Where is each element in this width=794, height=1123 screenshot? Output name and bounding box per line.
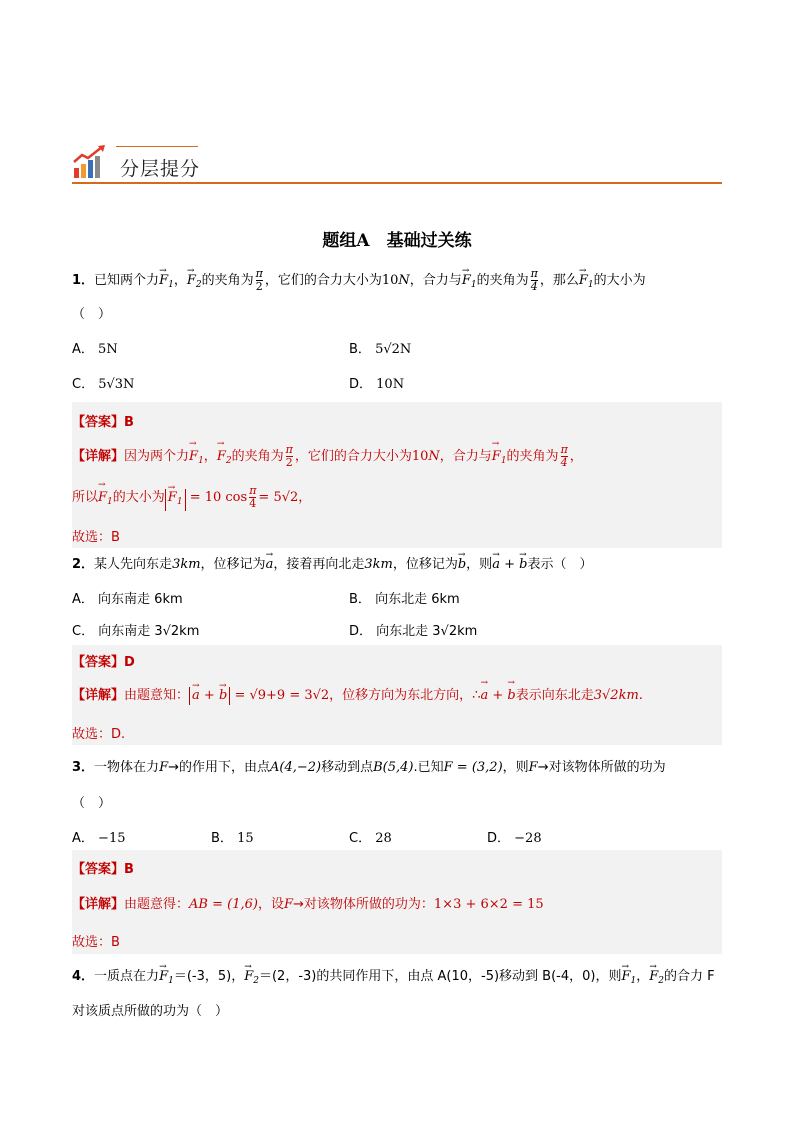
text: 已知两个力 — [94, 273, 160, 288]
unit: N — [398, 273, 410, 288]
option-text: 5√2N — [375, 342, 412, 357]
question-number: 2． — [72, 557, 95, 572]
vector-f2: → $F_2$ — [187, 271, 202, 295]
vector-f1: → $F_1$ — [159, 967, 174, 991]
answer-label: 【答案】 — [72, 655, 125, 670]
text: ， — [203, 449, 217, 464]
fraction-pi-2: $\frac{\pi}{2}$ — [285, 443, 293, 469]
option-d[interactable] — [349, 373, 404, 392]
chart-logo-icon — [72, 144, 108, 180]
vector-f1: → $F_1$ — [462, 271, 477, 295]
force-symbol: F — [159, 760, 169, 775]
detail-line-2: 【详解】由题意知：→ a + → b = √9+9 = 3√2，位移方向为东北方向，∴→ a + → b表示向东北走3√2km. — [72, 684, 643, 705]
answer-value: B — [124, 415, 134, 430]
answer-line-1 — [72, 411, 134, 430]
vector-ab: AB = (1,6) — [189, 897, 258, 912]
answer-label: 【答案】 — [72, 415, 125, 430]
force-symbol: F — [283, 897, 293, 912]
text: ， — [569, 449, 583, 464]
option-key: A． — [72, 592, 94, 607]
choose-line-3: 故选：B — [72, 935, 120, 950]
question-4-text-2: 对该质点所做的功为（ ） — [72, 1004, 229, 1019]
choose-line-2: 故选：D. — [72, 727, 126, 742]
text: 由题意得： — [124, 897, 190, 912]
text: 的夹角为 — [506, 449, 559, 464]
text: ，位移方向为东北方向， — [329, 688, 473, 703]
text: 表示（ ） — [527, 557, 593, 572]
text: ，合力与 — [439, 449, 492, 464]
detail-line-3 — [72, 893, 544, 912]
detail-line-1a — [72, 444, 583, 469]
text: = √9+9 = 3√2 — [234, 688, 330, 703]
vector-f1: → $F_1$ — [189, 449, 204, 466]
value: 10 — [411, 449, 429, 464]
option-d[interactable] — [349, 620, 477, 639]
point-a: A(4,−2) — [270, 760, 322, 775]
answer-value: B — [124, 862, 134, 877]
text: 的夹角为 — [476, 273, 529, 288]
header-rule — [72, 182, 722, 184]
vector-f1: → $F_1$ — [492, 449, 507, 466]
header-title: 分层提分 — [120, 158, 201, 180]
text: ，接着再向北走 — [273, 557, 365, 572]
detail-label: 【详解】 — [72, 897, 125, 912]
unit: N — [428, 449, 440, 464]
question-3-text — [72, 758, 666, 778]
option-text: 10N — [376, 377, 405, 392]
vector-a: → a — [492, 555, 500, 575]
option-text: 15 — [237, 831, 254, 846]
text: →对该物体所做的功为： — [293, 897, 434, 912]
fraction-pi-4: $\frac{\pi}{4}$ — [560, 443, 568, 469]
answer-line-2 — [72, 651, 135, 670]
vector-f2: → $F_2$ — [244, 967, 259, 991]
text: 一质点在力 — [94, 969, 160, 984]
text: ，位移记为 — [392, 557, 458, 572]
section-header — [72, 142, 722, 184]
option-key: C． — [349, 831, 372, 846]
text: 因为两个力 — [124, 449, 190, 464]
text: →对该物体所做的功为 — [537, 760, 666, 775]
option-a[interactable] — [72, 338, 118, 357]
text: 的夹角为 — [201, 273, 254, 288]
option-key: A． — [72, 831, 94, 846]
option-c[interactable] — [72, 620, 199, 639]
text: ，位移记为 — [200, 557, 266, 572]
vector-f1: → $F_1$ — [98, 490, 113, 507]
text: 的合力 F — [664, 969, 715, 984]
option-d[interactable] — [487, 827, 542, 846]
option-text: 向东南走 3√2km — [98, 624, 200, 639]
vector-a: → a — [266, 555, 274, 575]
option-key: B． — [349, 342, 371, 357]
magnitude-f1: → $F_1$ — [165, 489, 186, 511]
answer-value: D — [124, 655, 135, 670]
option-text: 向东南走 6km — [98, 592, 183, 607]
distance: 3km — [172, 557, 201, 572]
text: 由题意知： — [124, 688, 190, 703]
option-a[interactable] — [72, 588, 183, 607]
option-a[interactable] — [72, 827, 125, 846]
text: ∴ — [472, 688, 481, 703]
text: ＝(-3，5)， — [173, 969, 245, 984]
vector-f1: → $F_1$ — [579, 271, 594, 295]
value: 10 — [381, 273, 399, 288]
vector-b: → b — [519, 555, 527, 575]
point-b: B(5,4) — [373, 760, 414, 775]
text: ，它们的合力大小为 — [264, 273, 382, 288]
text: 的夹角为 — [231, 449, 284, 464]
text: 一物体在力 — [94, 760, 160, 775]
text: ＝(2，-3)的共同作用下，由点 A(10，-5)移动到 B(-4，0)，则 — [258, 969, 622, 984]
option-text: 5√3N — [98, 377, 135, 392]
text: 某人先向东走 — [94, 557, 173, 572]
option-text: −15 — [98, 831, 126, 846]
vector-f1: → $F_1$ — [159, 271, 174, 295]
vector-b: → b — [458, 555, 466, 575]
question-1-text — [72, 268, 646, 295]
text: ， — [173, 273, 187, 288]
text: 表示向东北走 — [515, 688, 594, 703]
text: 的大小为 — [593, 273, 646, 288]
option-text: 向东北走 6km — [375, 592, 460, 607]
option-text: 向东北走 3√2km — [376, 624, 478, 639]
option-text: 5N — [98, 342, 118, 357]
text: ，设 — [257, 897, 284, 912]
answer-label: 【答案】 — [72, 862, 125, 877]
text: 所以 — [72, 490, 99, 505]
detail-label: 【详解】 — [72, 449, 125, 464]
force-vector: F = (3,2) — [443, 760, 503, 775]
option-key: D． — [349, 377, 373, 392]
choose-line-1: 故选：B — [72, 530, 120, 545]
section-title: 题组A 基础过关练 — [322, 231, 472, 251]
option-key: C． — [72, 624, 95, 639]
question-1-paren: （ ） — [72, 307, 112, 322]
option-key: D． — [487, 831, 511, 846]
option-text: −28 — [514, 831, 542, 846]
text: ，则 — [502, 760, 529, 775]
text: 的大小为 — [112, 490, 165, 505]
header-top-line — [116, 146, 198, 147]
text: ， — [298, 490, 312, 505]
option-c[interactable] — [349, 827, 392, 846]
magnitude-a-plus-b: → a + → b — [189, 687, 230, 705]
fraction-pi-4: $\frac{\pi}{4}$ — [530, 267, 538, 293]
option-key: C． — [72, 377, 95, 392]
option-b[interactable] — [349, 588, 460, 607]
question-number: 1． — [72, 273, 95, 288]
vector-f2: → $F_2$ — [217, 449, 232, 466]
text: →的作用下，由点 — [168, 760, 270, 775]
option-key: A． — [72, 342, 94, 357]
question-4-text — [72, 967, 715, 991]
option-b[interactable] — [211, 827, 254, 846]
option-b[interactable] — [349, 338, 411, 357]
text: 3√2km. — [593, 688, 643, 703]
option-key: D． — [349, 624, 373, 639]
work-formula: 1×3 + 6×2 = 15 — [433, 897, 544, 912]
distance: 3km — [364, 557, 393, 572]
answer-block-1 — [72, 402, 722, 548]
text: ，那么 — [539, 273, 579, 288]
text: ，合力与 — [409, 273, 462, 288]
text: ，则 — [466, 557, 493, 572]
question-3-paren: （ ） — [72, 796, 112, 811]
text: 移动到点 — [321, 760, 374, 775]
text: ，它们的合力大小为 — [294, 449, 412, 464]
answer-line-3 — [72, 858, 134, 877]
question-number: 4． — [72, 969, 95, 984]
option-text: 28 — [375, 831, 392, 846]
option-key: B． — [211, 831, 233, 846]
option-c[interactable] — [72, 373, 134, 392]
option-key: B． — [349, 592, 371, 607]
vector-f2: → $F_2$ — [649, 967, 664, 991]
text: ， — [636, 969, 650, 984]
vector-f1: → $F_1$ — [621, 967, 636, 991]
question-number: 3． — [72, 760, 95, 775]
text: = 5√2 — [258, 490, 299, 505]
fraction-pi-4: $\frac{\pi}{4}$ — [249, 484, 257, 510]
detail-line-1b — [72, 485, 311, 511]
text: = 10 cos — [189, 490, 248, 505]
fraction-pi-2: $\frac{\pi}{2}$ — [255, 267, 263, 293]
force-symbol: F — [528, 760, 538, 775]
question-2-text: 2．某人先向东走3km，位移记为→ a，接着再向北走3km，位移记为→ b，则→ a + → b表示（ ） — [72, 555, 592, 575]
text: .已知 — [413, 760, 444, 775]
detail-label: 【详解】 — [72, 688, 125, 703]
